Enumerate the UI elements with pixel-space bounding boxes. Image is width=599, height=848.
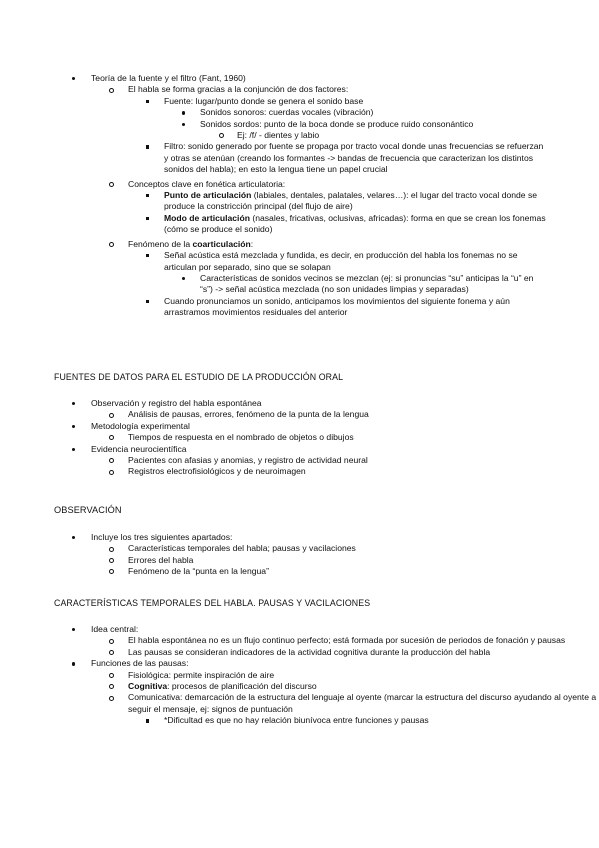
bullet-disc-icon	[72, 448, 75, 451]
bullet-circle-icon	[109, 458, 114, 463]
section-heading: FUENTES DE DATOS PARA EL ESTUDIO DE LA PRODUCCIÓN ORAL	[54, 372, 344, 382]
list-item: Cuando pronunciamos un sonido, anticipamos los movimientos del siguiente fonema y aún arrastramos movimientos residuales del anterior	[0, 296, 599, 319]
term-bold: Cognitiva	[128, 681, 168, 692]
list-item: Evidencia neurocientífica Pacientes con afasias y anomias, y registro de actividad neural Registros electrofisiológicos y de neuroimagen	[0, 444, 599, 478]
list-item: Teoría de la fuente y el filtro (Fant, 1960) El habla se forma gracias a la conjunción de dos factores: Fuente: lugar/punto donde se genera el sonido base Sonidos sonoros: cuerdas vocales (vibración) Sonidos sordos: punto de la boca donde se produce ruido consonántico Ej: /f/ - dientes y labio Filtro: sonido generado por fuente se propaga por tracto vocal donde unas frecuencias se refuerzan y otras se atenúan (creando los formantes -> bandas de frecuencia que caracterizan los distintos sonidos del habla); en esto la lengua tiene un papel crucial Conceptos clave en fonética articulatoria: Punto de articulación (labiales, dentales, palatales, velares…): el lugar del tracto vocal donde se produce la constricción principal (del flujo de aire) Modo de articulación (nasales, fricativas, oclusivas, africadas): forma en que se crean los fonemas (cómo se produce el sonido) Fenómeno de la coarticulación: Señal acústica está mezclada y fundida, es decir, en producción del habla los fonemas no se articulan por separado, sino que se solapan Características de sonidos vecinos se mezclan (ej: si pronuncias “su” anticipas la “u” en “s”) -> señal acústica mezclada (no son unidades limpias y separadas) Cuando pronunciamos un sonido, anticipamos los movimientos del siguiente fonema y aún arrastramos movimientos residuales del anterior	[0, 73, 599, 319]
bullet-square-icon	[146, 254, 149, 257]
term-bold: Punto de articulación	[164, 190, 252, 201]
bullet-circle-icon	[109, 242, 114, 247]
list-item: Pacientes con afasias y anomias, y registro de actividad neural	[0, 455, 599, 466]
bullet-circle-icon	[109, 696, 114, 701]
list-item: Comunicativa: demarcación de la estructura del lenguaje al oyente (marcar la estructura del discurso ayudando al oyente a seguir el mensaje, ej: signos de puntuación *Dificultad es que no hay relación biunívoca entre funciones y pausas	[0, 692, 599, 726]
bullet-disc-icon	[72, 402, 75, 405]
list-item: Características temporales del habla; pausas y vacilaciones	[0, 543, 599, 554]
list-item: Filtro: sonido generado por fuente se propaga por tracto vocal donde unas frecuencias se refuerzan y otras se atenúan (creando los formantes -> bandas de frecuencia que caracterizan los distintos sonidos del habla); en esto la lengua tiene un papel crucial	[0, 141, 599, 175]
bullet-disc-icon	[72, 77, 75, 80]
list-item: Ej: /f/ - dientes y labio	[0, 130, 599, 141]
list-item: Cognitiva: procesos de planificación del discurso	[0, 681, 599, 692]
bullet-disc-icon	[182, 123, 185, 126]
list-item: Análisis de pausas, errores, fenómeno de la punta de la lengua	[0, 409, 599, 420]
section-source-filter	[0, 73, 599, 319]
list-item: Modo de articulación (nasales, fricativas, oclusivas, africadas): forma en que se crean los fonemas (cómo se produce el sonido)	[0, 213, 599, 236]
bullet-square-icon	[146, 145, 149, 148]
list-item: Las pausas se consideran indicadores de la actividad cognitiva durante la producción del habla	[0, 647, 599, 658]
section-temporal-features	[0, 624, 599, 727]
list-item: Señal acústica está mezclada y fundida, es decir, en producción del habla los fonemas no se articulan por separado, sino que se solapan Características de sonidos vecinos se mezclan (ej: si pronuncias “su” anticipas la “u” en “s”) -> señal acústica mezclada (no son unidades limpias y separadas)	[0, 250, 599, 296]
list-item: Punto de articulación (labiales, dentales, palatales, velares…): el lugar del tracto vocal donde se produce la constricción principal (del flujo de aire)	[0, 190, 599, 213]
list-item: El habla se forma gracias a la conjunción de dos factores: Fuente: lugar/punto donde se genera el sonido base Sonidos sonoros: cuerdas vocales (vibración) Sonidos sordos: punto de la boca donde se produce ruido consonántico Ej: /f/ - dientes y labio Filtro: sonido generado por fuente se propaga por tracto vocal donde unas frecuencias se refuerzan y otras se atenúan (creando los formantes -> bandas de frecuencia que caracterizan los distintos sonidos del habla); en esto la lengua tiene un papel crucial	[0, 84, 599, 175]
bullet-circle-icon	[109, 88, 114, 93]
list-item: Errores del habla	[0, 555, 599, 566]
list-item: Idea central: El habla espontánea no es un flujo continuo perfecto; está formada por sucesión de periodos de fonación y pausas Las pausas se consideran indicadores de la actividad cognitiva durante la producción del habla	[0, 624, 599, 658]
bullet-circle-icon	[109, 470, 114, 475]
section-data-sources	[0, 398, 599, 478]
bullet-circle-icon	[219, 133, 224, 138]
list-item: Sonidos sonoros: cuerdas vocales (vibración)	[0, 107, 599, 118]
list-item: *Dificultad es que no hay relación biunívoca entre funciones y pausas	[0, 715, 599, 726]
term-bold: coarticulación	[192, 238, 251, 249]
bullet-circle-icon	[109, 413, 114, 418]
section-heading: CARACTERÍSTICAS TEMPORALES DEL HABLA. PAUSAS Y VACILACIONES	[54, 598, 371, 608]
bullet-circle-icon	[109, 673, 114, 678]
list-item: El habla espontánea no es un flujo continuo perfecto; está formada por sucesión de periodos de fonación y pausas	[0, 635, 599, 646]
bullet-square-icon	[146, 100, 149, 103]
bullet-square-icon	[146, 217, 149, 220]
section-heading: OBSERVACIÓN	[54, 505, 122, 515]
bullet-circle-icon	[109, 558, 114, 563]
bullet-square-icon	[146, 194, 149, 197]
bullet-circle-icon	[109, 182, 114, 187]
list-item: Conceptos clave en fonética articulatoria: Punto de articulación (labiales, dentales, palatales, velares…): el lugar del tracto vocal donde se produce la constricción principal (del flujo de aire) Modo de articulación (nasales, fricativas, oclusivas, africadas): forma en que se crean los fonemas (cómo se produce el sonido)	[0, 179, 599, 236]
bullet-circle-icon	[109, 639, 114, 644]
bullet-disc-icon	[182, 277, 185, 280]
list-item: Observación y registro del habla espontánea Análisis de pausas, errores, fenómeno de la punta de la lengua	[0, 398, 599, 421]
term-bold: Modo de articulación	[164, 212, 250, 223]
list-item: Fenómeno de la “punta en la lengua”	[0, 566, 599, 577]
bullet-circle-icon	[109, 547, 114, 552]
list-item: Incluye los tres siguientes apartados: Características temporales del habla; pausas y vacilaciones Errores del habla Fenómeno de la “punta en la lengua”	[0, 532, 599, 578]
list-item: Fuente: lugar/punto donde se genera el sonido base Sonidos sonoros: cuerdas vocales (vibración) Sonidos sordos: punto de la boca donde se produce ruido consonántico Ej: /f/ - dientes y labio	[0, 96, 599, 142]
section-observation	[0, 532, 599, 578]
bullet-circle-icon	[109, 684, 114, 689]
bullet-disc-icon	[72, 662, 75, 665]
bullet-circle-icon	[109, 569, 114, 574]
list-item: Tiempos de respuesta en el nombrado de objetos o dibujos	[0, 432, 599, 443]
list-item: Características de sonidos vecinos se mezclan (ej: si pronuncias “su” anticipas la “u” en “s”) -> señal acústica mezclada (no son unidades limpias y separadas)	[0, 273, 599, 296]
bullet-disc-icon	[72, 628, 75, 631]
bullet-circle-icon	[109, 650, 114, 655]
list-item: Fenómeno de la coarticulación: Señal acústica está mezclada y fundida, es decir, en producción del habla los fonemas no se articulan por separado, sino que se solapan Características de sonidos vecinos se mezclan (ej: si pronuncias “su” anticipas la “u” en “s”) -> señal acústica mezclada (no son unidades limpias y separadas) Cuando pronunciamos un sonido, anticipamos los movimientos del siguiente fonema y aún arrastramos movimientos residuales del anterior	[0, 239, 599, 319]
bullet-disc-icon	[72, 425, 75, 428]
bullet-square-icon	[146, 719, 149, 722]
list-item: Funciones de las pausas: Fisiológica: permite inspiración de aire Cognitiva: procesos de planificación del discurso Comunicativa: demarcación de la estructura del lenguaje al oyente (marcar la estructura del discurso ayudando al oyente a seguir el mensaje, ej: signos de puntuación *Dificultad es que no hay relación biunívoca entre funciones y pausas	[0, 658, 599, 726]
bullet-circle-icon	[109, 435, 114, 440]
bullet-disc-icon	[182, 111, 185, 114]
list-item: Fisiológica: permite inspiración de aire	[0, 670, 599, 681]
list-item: Sonidos sordos: punto de la boca donde se produce ruido consonántico Ej: /f/ - dientes y labio	[0, 119, 599, 142]
list-item: Registros electrofisiológicos y de neuroimagen	[0, 466, 599, 477]
bullet-disc-icon	[72, 536, 75, 539]
list-item: Metodología experimental Tiempos de respuesta en el nombrado de objetos o dibujos	[0, 421, 599, 444]
bullet-square-icon	[146, 300, 149, 303]
